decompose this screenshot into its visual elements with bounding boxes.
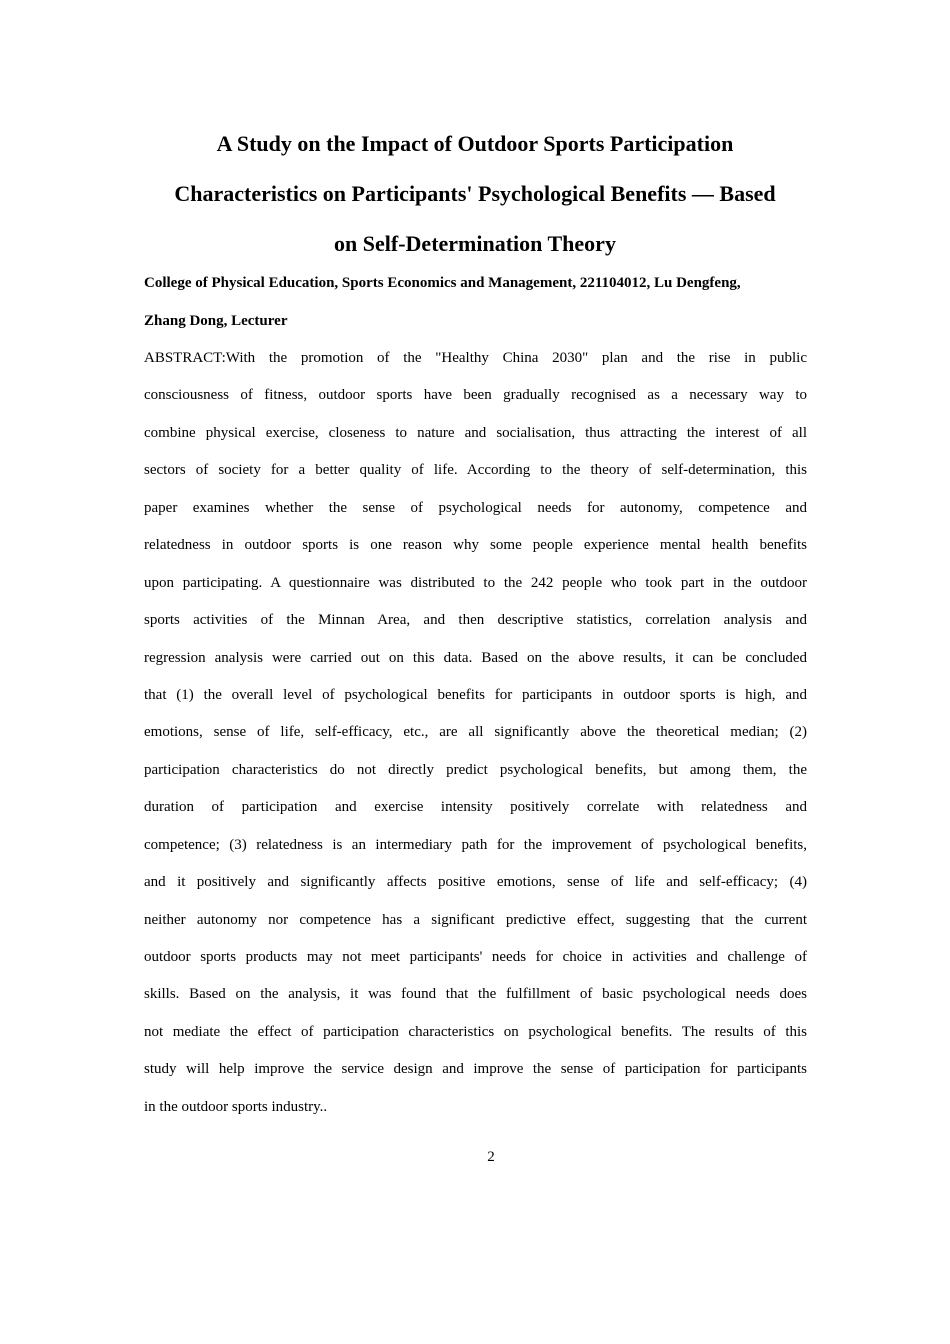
abstract (144, 340, 807, 1126)
abstract-line: outdoor sports products may not meet participants' needs for choice in activities and challenge of (144, 949, 807, 965)
abstract-line: participation characteristics do not directly predict psychological benefits, but among them, the (144, 761, 807, 778)
abstract-line: duration of participation and exercise intensity positively correlate with relatedness and (144, 799, 807, 816)
abstract-line: sports activities of the Minnan Area, and then descriptive statistics, correlation analysis and (144, 612, 807, 629)
abstract-line: upon participating. A questionnaire was distributed to the 242 people who took part in the outdoor (144, 574, 807, 591)
abstract-line: sectors of society for a better quality of life. According to the theory of self-determination, this (144, 462, 807, 479)
affiliation-line: College of Physical Education, Sports Economics and Management, 221104012, Lu Dengfeng, (144, 275, 741, 291)
title-line: on Self-Determination Theory (334, 231, 616, 256)
abstract-line: neither autonomy nor competence has a significant predictive effect, suggesting that the current (144, 911, 807, 928)
abstract-line: paper examines whether the sense of psychological needs for autonomy, competence and (144, 499, 807, 516)
abstract-line: consciousness of fitness, outdoor sports have been gradually recognised as a necessary way to (144, 387, 807, 404)
abstract-line: not mediate the effect of participation characteristics on psychological benefits. The results of this (144, 1023, 807, 1040)
author-affiliation (144, 265, 812, 340)
abstract-line: regression analysis were carried out on this data. Based on the above results, it can be concluded (144, 649, 807, 666)
page-number: 2 (487, 1149, 495, 1165)
abstract-line: relatedness in outdoor sports is one reason why some people experience mental health benefits (144, 537, 807, 554)
abstract-line: skills. Based on the analysis, it was found that the fulfillment of basic psychological needs does (144, 986, 807, 1003)
abstract-line: study will help improve the service design and improve the sense of participation for participants (144, 1061, 807, 1078)
title-line: A Study on the Impact of Outdoor Sports Participation (216, 131, 734, 156)
abstract-line: that (1) the overall level of psychological benefits for participants in outdoor sports is high, and (144, 686, 807, 703)
abstract-line: competence; (3) relatedness is an intermediary path for the improvement of psychological benefits, (144, 836, 807, 853)
paper-title (100, 119, 850, 269)
abstract-line: and it positively and significantly affects positive emotions, sense of life and self-efficacy; (4) (144, 874, 807, 891)
abstract-line: combine physical exercise, closeness to nature and socialisation, thus attracting the interest of all (144, 424, 807, 441)
abstract-line: ABSTRACT:With the promotion of the "Healthy China 2030" plan and the rise in public (144, 350, 807, 366)
abstract-line: in the outdoor sports industry.. (144, 1098, 328, 1115)
title-line: Characteristics on Participants' Psychological Benefits — Based (174, 181, 776, 206)
abstract-line: emotions, sense of life, self-efficacy, etc., are all significantly above the theoretical median; (2) (144, 724, 807, 741)
affiliation-line: Zhang Dong, Lecturer (144, 312, 288, 329)
